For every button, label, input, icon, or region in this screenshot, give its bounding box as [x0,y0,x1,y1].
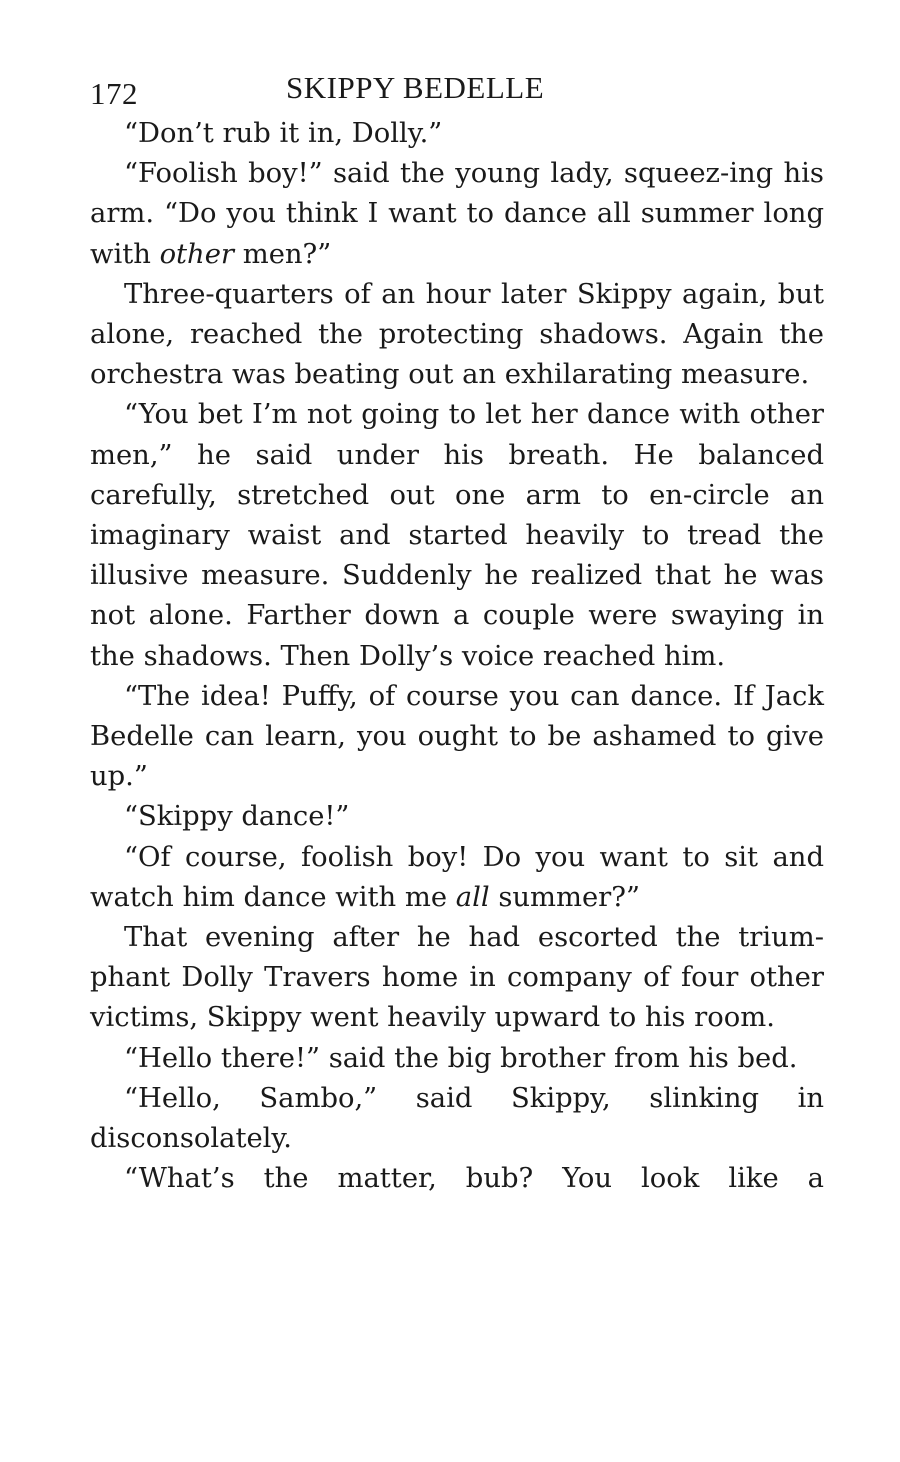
paragraph: “What’s the matter, bub? You look like a [124,1163,824,1195]
paragraph: “Foolish boy!” said the young lady, squeez-ing his arm. “Do you think I want to dance all summer long with other men?” [90,158,824,270]
body-text [90,114,824,1199]
book-page [90,68,824,1199]
paragraph: “Don’t rub it in, Dolly.” [124,118,443,149]
paragraph: “You bet I’m not going to let her dance with other men,” he said under his breath. He balanced carefully, stretched out one arm to en-circle an imaginary waist and started heavily to tread the illusive measure. Suddenly he realized that he was not alone. Farther down a couple were swaying in the shadows. Then Dolly’s voice reached him. [90,399,824,672]
page-number: 172 [90,76,138,111]
paragraph: “Skippy dance!” [124,801,350,833]
paragraph: That evening after he had escorted the trium-phant Dolly Travers home in company of four other victims, Skippy went heavily upward to his room. [90,922,824,1034]
paragraph: “Hello there!” said the big brother from his bed. [124,1042,798,1074]
paragraph: “Of course, foolish boy! Do you want to sit and watch him dance with me all summer?” [90,841,824,913]
paragraph: “Hello, Sambo,” said Skippy, slinking in disconsolately. [90,1082,824,1155]
paragraph: Three-quarters of an hour later Skippy again, but alone, reached the protecting shadows. Again the orchestra was beating out an exhilarating measure. [90,278,824,391]
running-head [90,68,824,114]
paragraph: “The idea! Puffy, of course you can dance. If Jack Bedelle can learn, you ought to be ashamed to give up.” [90,680,824,793]
running-title: SKIPPY BEDELLE [286,70,545,105]
